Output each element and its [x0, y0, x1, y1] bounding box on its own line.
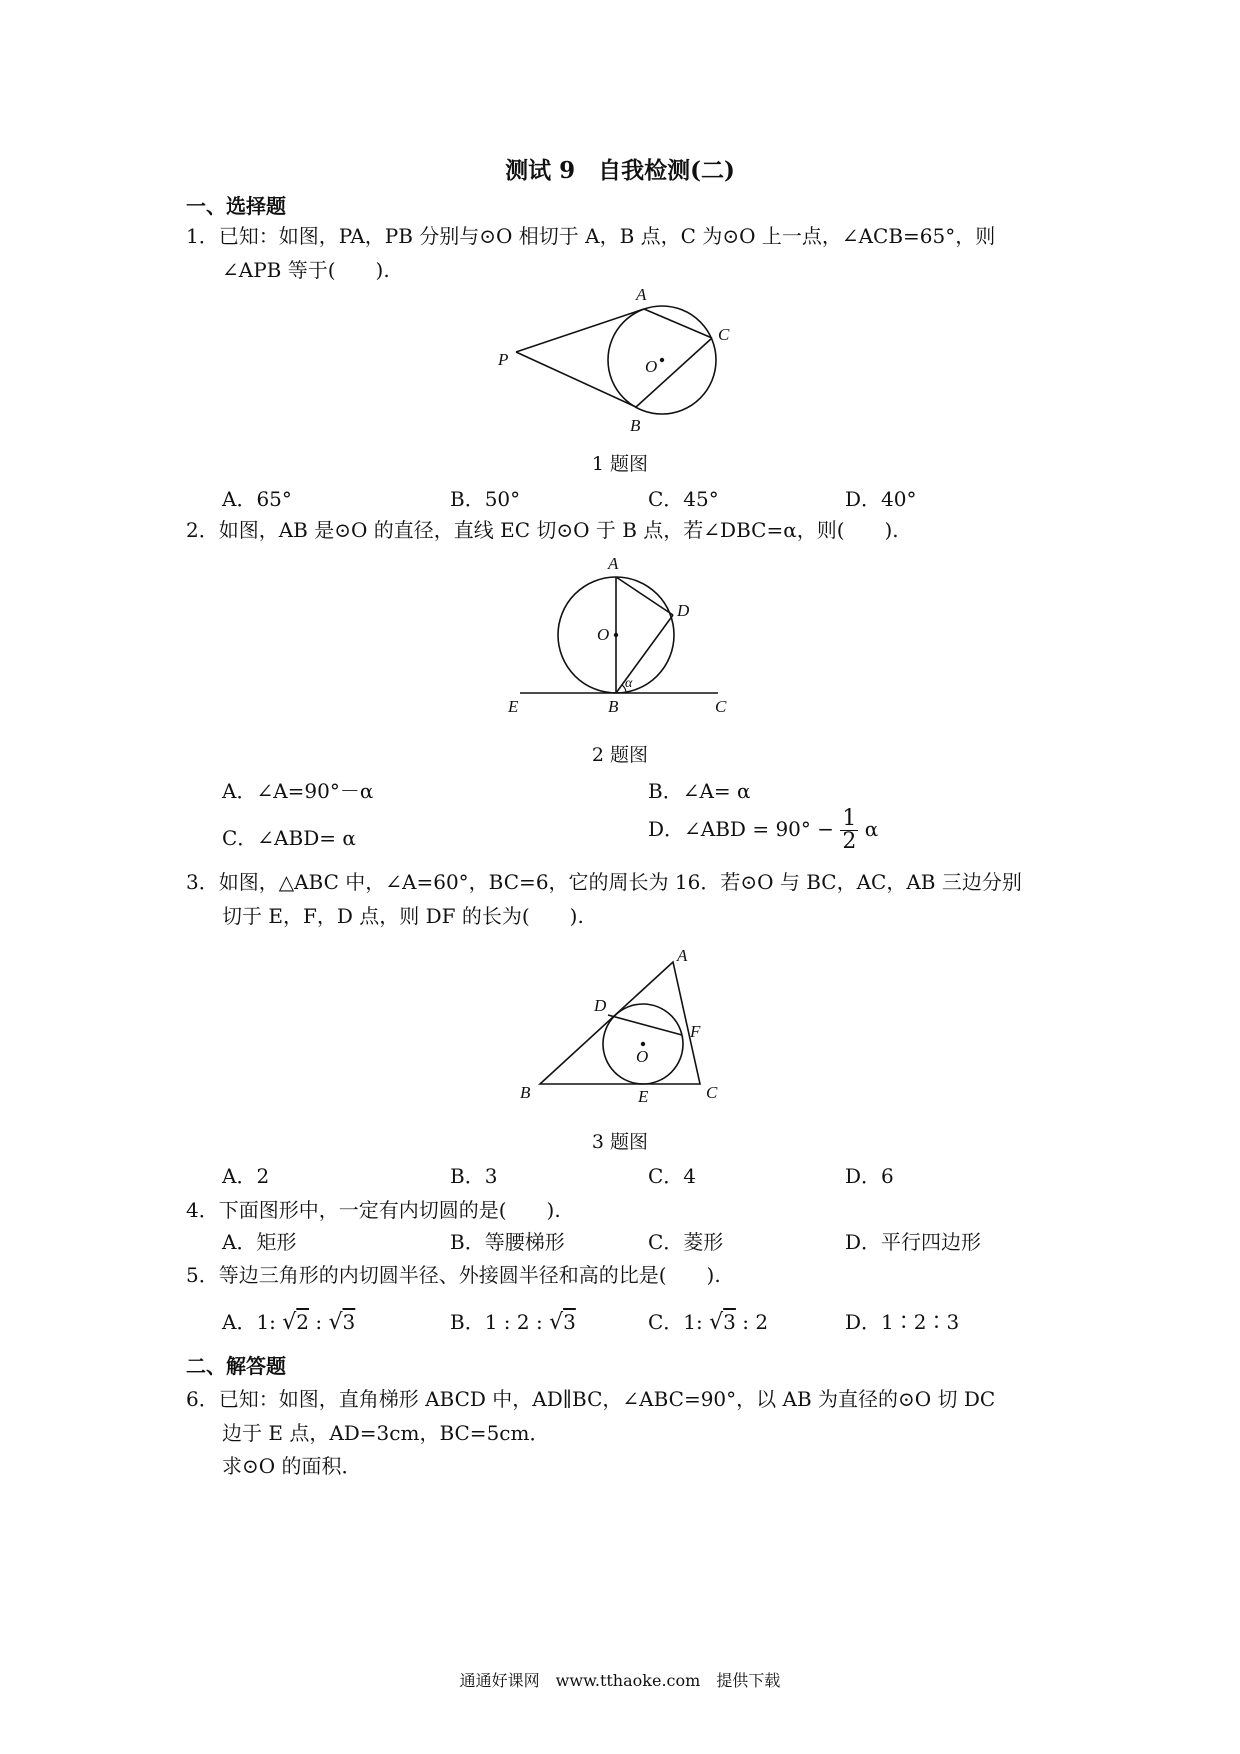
q4-option-d[interactable]: D．平行四边形: [845, 1230, 982, 1254]
q5-option-a-sep: :: [315, 1310, 323, 1334]
q2-option-d[interactable]: [648, 808, 878, 853]
q2-figure: [500, 555, 740, 715]
q6-text-line2: 边于 E 点，AD=3cm，BC=5cm．: [222, 1421, 550, 1445]
q1-option-c[interactable]: C．45°: [648, 487, 719, 511]
q3-center-dot: [641, 1042, 645, 1046]
q4-option-a[interactable]: A．矩形: [222, 1230, 297, 1254]
q2-label-c: C: [715, 697, 727, 715]
q2-label-b: B: [608, 697, 619, 715]
q1-option-a[interactable]: A．65°: [222, 487, 292, 511]
q3-option-a[interactable]: A．2: [222, 1164, 270, 1188]
section-heading-answer: 二、解答题: [186, 1354, 286, 1378]
q3-label-f: F: [690, 1022, 701, 1041]
q4-option-b[interactable]: B．等腰梯形: [450, 1230, 565, 1254]
q3-label-d: D: [594, 996, 607, 1015]
q3-label-a: A: [677, 946, 688, 965]
q1-label-a: A: [636, 285, 647, 304]
q3-label-o: O: [636, 1047, 649, 1066]
q1-text-line1: 1．已知：如图，PA，PB 分别与⊙O 相切于 A，B 点，C 为⊙O 上一点，∠ACB=65°，则: [186, 224, 996, 248]
q2-option-a[interactable]: A．∠A=90°－α: [222, 779, 374, 803]
q5-option-c[interactable]: [648, 1306, 768, 1335]
q1-tangent-pb: [516, 352, 636, 407]
q3-option-b[interactable]: B．3: [450, 1164, 498, 1188]
q1-center-dot: [660, 358, 664, 362]
q2-chord-ad: [616, 577, 673, 615]
q2-option-c[interactable]: C．∠ABD= α: [222, 826, 356, 850]
q2-option-b[interactable]: B．∠A= α: [648, 779, 751, 803]
q2-label-o: O: [597, 625, 610, 644]
q1-option-d[interactable]: D．40°: [845, 487, 917, 511]
q3-text-line2: 切于 E，F，D 点，则 DF 的长为( ).: [222, 904, 584, 928]
q1-figure: [490, 280, 750, 440]
q3-label-b: B: [520, 1083, 531, 1102]
q2-label-a: A: [608, 555, 619, 573]
q3-label-e: E: [638, 1087, 649, 1106]
q3-segment-df: [608, 1015, 682, 1035]
q3-caption: 3 题图: [591, 1131, 649, 1153]
q5-option-c-prefix: C．1:: [648, 1310, 703, 1334]
q5-option-b-radicand: 3: [563, 1310, 576, 1334]
sqrt-icon: √: [328, 1310, 343, 1335]
q2-label-alpha: α: [625, 676, 633, 691]
sqrt-icon: √: [709, 1310, 724, 1335]
q5-option-d[interactable]: D．1∶2∶3: [845, 1310, 960, 1334]
q2-label-e: E: [508, 697, 519, 715]
q2-option-d-text: D．∠ABD = 90° −: [648, 817, 835, 841]
q1-label-p: P: [498, 350, 509, 369]
q5-option-c-tail: : 2: [742, 1310, 769, 1334]
sqrt-icon: √: [282, 1310, 297, 1335]
q1-label-b: B: [630, 416, 641, 435]
q3-option-c[interactable]: C．4: [648, 1164, 697, 1188]
q3-figure: [510, 945, 740, 1110]
q5-text-line1: 5．等边三角形的内切圆半径、外接圆半径和高的比是( ).: [186, 1263, 721, 1287]
q2-option-d-numerator: 1: [842, 806, 857, 831]
q1-option-b[interactable]: B．50°: [450, 487, 521, 511]
q4-text-line1: 4．下面图形中，一定有内切圆的是( ).: [186, 1198, 561, 1222]
q2-caption: 2 题图: [591, 744, 649, 766]
q1-text-line2: ∠APB 等于( ).: [222, 258, 390, 282]
q6-text-line3: 求⊙O 的面积．: [222, 1454, 362, 1478]
q1-tangent-pa: [516, 309, 644, 352]
q2-option-d-alpha: α: [864, 817, 879, 841]
q2-option-d-fraction: [840, 808, 858, 853]
q5-option-b[interactable]: [450, 1306, 576, 1335]
q1-label-c: C: [718, 325, 730, 344]
q3-option-d[interactable]: D．6: [845, 1164, 894, 1188]
q6-text-line1: 6．已知：如图，直角梯形 ABCD 中，AD∥BC，∠ABC=90°，以 AB 为直径的⊙O 切 DC: [186, 1387, 996, 1411]
q2-text-line1: 2．如图，AB 是⊙O 的直径，直线 EC 切⊙O 于 B 点，若∠DBC=α，则( ).: [186, 518, 899, 542]
q5-option-b-prefix: B．1 : 2 :: [450, 1310, 543, 1334]
q5-option-a-prefix: A．1:: [222, 1310, 276, 1334]
q2-option-d-denominator: 2: [842, 829, 857, 854]
q1-label-o: O: [645, 357, 658, 376]
section-heading-choice: 一、选择题: [186, 194, 286, 218]
q5-option-c-radicand: 3: [723, 1310, 736, 1334]
q2-center-dot: [614, 633, 618, 637]
page-title: 测试 9 自我检测(二): [505, 157, 735, 184]
q3-label-c: C: [706, 1083, 718, 1102]
q5-option-a-radicand2: 3: [342, 1310, 356, 1334]
footer: 通通好课网 www.tthaoke.com 提供下载: [459, 1671, 781, 1690]
q5-option-a[interactable]: [222, 1306, 355, 1335]
q4-option-c[interactable]: C．菱形: [648, 1230, 724, 1254]
q2-label-d: D: [677, 601, 690, 620]
q3-text-line1: 3．如图，△ABC 中，∠A=60°，BC=6，它的周长为 16．若⊙O 与 BC，AC，AB 三边分别: [186, 870, 1022, 894]
q5-option-a-radicand1: 2: [296, 1310, 310, 1334]
q1-caption: 1 题图: [591, 453, 649, 475]
sqrt-icon: √: [549, 1310, 564, 1335]
